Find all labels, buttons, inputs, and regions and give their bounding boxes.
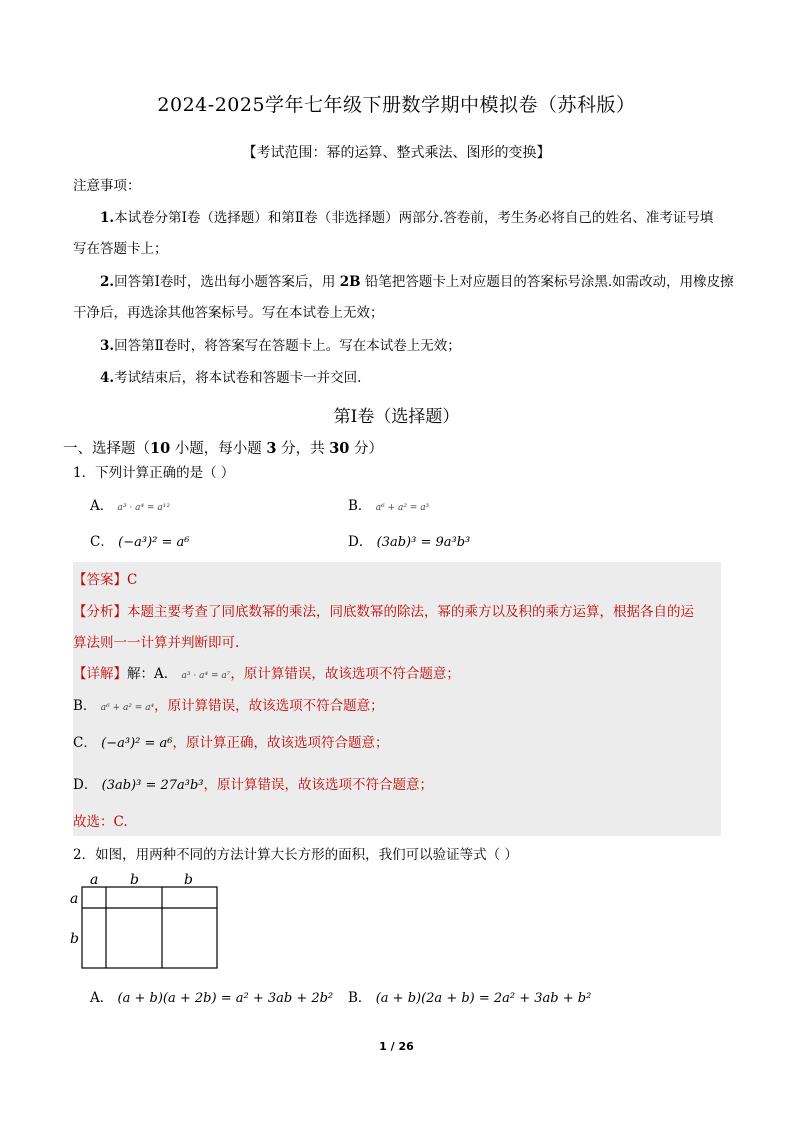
option-label: A． [90, 498, 114, 514]
notice-3 [100, 336, 461, 356]
option-expr: (a + b)(2a + b) = 2a² + 3ab + b² [375, 991, 592, 1006]
q1-detail-a [73, 664, 460, 686]
q2-option-b [348, 988, 591, 1009]
rectangle-figure [66, 870, 226, 972]
option-label: A． [90, 990, 114, 1006]
detail-prefix: 解：A． [127, 666, 178, 682]
detail-expr: (3ab)³ = 27a³b³ [101, 778, 204, 793]
option-expr: a⁶ + a² = a³ [375, 503, 430, 513]
section-num: 3 [266, 440, 277, 457]
q1-analysis-cont: 算法则一一计算并判断即可. [73, 635, 240, 651]
notice-text: 铅笔把答题卡上对应题目的答案标号涂黑.如需改动，用橡皮擦 [360, 274, 734, 290]
detail-text: ，原计算正确，故该选项符合题意； [172, 735, 389, 751]
notice-num: 4. [100, 370, 115, 386]
detail-label: C． [73, 735, 97, 751]
q1-detail-c [73, 733, 388, 754]
q1-conclusion: 故选：C. [73, 814, 128, 830]
detail-text: ，原计算错误，故该选项不符合题意； [203, 777, 434, 793]
top-label-a: a [90, 872, 99, 888]
side-label-b: b [70, 931, 79, 947]
section-heading [63, 437, 383, 458]
option-label: B． [348, 990, 372, 1006]
option-expr: (−a³)² = a⁶ [118, 535, 190, 550]
notice-num: 2. [100, 274, 115, 290]
notice-text: 考试结束后，将本试卷和答题卡一并交回. [114, 370, 362, 386]
detail-expr: a⁶ + a² = a⁴ [100, 703, 155, 713]
option-label: D． [348, 534, 373, 550]
section-text: 小题，每小题 [170, 441, 267, 457]
notice-4 [100, 368, 361, 388]
detail-expr: (−a³)² = a⁶ [101, 736, 173, 751]
q1-option-d [348, 532, 470, 553]
option-label: C． [90, 534, 114, 550]
detail-label: D． [73, 777, 98, 793]
analysis-tag: 【分析】 [73, 604, 127, 620]
notice-1 [100, 208, 713, 228]
notice-2-cont: 干净后，再选涂其他答案标号。写在本试卷上无效； [73, 305, 384, 321]
notice-2 [100, 272, 734, 292]
detail-text: ，原计算错误，故该选项不符合题意； [230, 666, 460, 682]
notice-num: 1. [100, 210, 115, 226]
option-expr: (a + b)(a + 2b) = a² + 3ab + 2b² [117, 991, 334, 1006]
side-label-a: a [70, 891, 79, 907]
section-num: 10 [150, 440, 171, 457]
q1-detail-b [73, 696, 384, 718]
q1-analysis [73, 602, 694, 622]
notice-num: 3. [100, 338, 115, 354]
section-text: 分） [349, 441, 384, 457]
top-label-b2: b [184, 872, 193, 888]
q2-option-a [90, 988, 333, 1009]
q2-stem: 2．如图，用两种不同的方法计算大长方形的面积，我们可以验证等式（ ） [73, 847, 518, 863]
part-title: 第Ⅰ卷（选择题） [333, 407, 460, 427]
q1-answer: 【答案】C [73, 572, 138, 588]
notice-text: 本试卷分第Ⅰ卷（选择题）和第Ⅱ卷（非选择题）两部分.答卷前，考生务必将自己的姓名、准考证号填 [114, 210, 714, 226]
q1-option-a [90, 496, 170, 518]
option-expr: a³ · a⁴ = a¹² [117, 503, 170, 513]
analysis-text: 本题主要考查了同底数幂的乘法，同底数幂的除法，幂的乘方以及积的乘方运算，根据各自的运 [127, 604, 694, 620]
notice-1-cont: 写在答题卡上； [73, 241, 168, 257]
exam-scope: 【考试范围：幂的运算、整式乘法、图形的变换】 [242, 145, 551, 161]
option-label: B． [348, 498, 372, 514]
top-label-b1: b [130, 872, 139, 888]
detail-label: B． [73, 698, 97, 714]
page-number: 1 / 26 [379, 1040, 414, 1053]
detail-tag: 【详解】 [73, 666, 127, 682]
notice-header: 注意事项： [73, 178, 141, 194]
notice-text: 回答第Ⅰ卷时，选出每小题答案后，用 [114, 274, 340, 290]
q1-stem: 1．下列计算正确的是（ ） [73, 465, 235, 481]
detail-text: ，原计算错误，故该选项不符合题意； [154, 698, 384, 714]
option-expr: (3ab)³ = 9a³b³ [376, 535, 471, 550]
q1-option-b [348, 496, 429, 518]
page-title: 2024-2025学年七年级下册数学期中模拟卷（苏科版） [157, 94, 636, 116]
q1-option-c [90, 532, 189, 553]
q1-detail-d [73, 775, 433, 796]
notice-text: 回答第Ⅱ卷时，将答案写在答题卡上。写在本试卷上无效； [114, 338, 461, 354]
section-num: 30 [329, 440, 350, 457]
detail-expr: a³ · a⁴ = a⁷ [181, 671, 231, 681]
section-text: 一、选择题（ [63, 441, 150, 457]
notice-bold: 2B [339, 274, 361, 290]
outer-rect [82, 887, 217, 968]
section-text: 分，共 [276, 441, 330, 457]
